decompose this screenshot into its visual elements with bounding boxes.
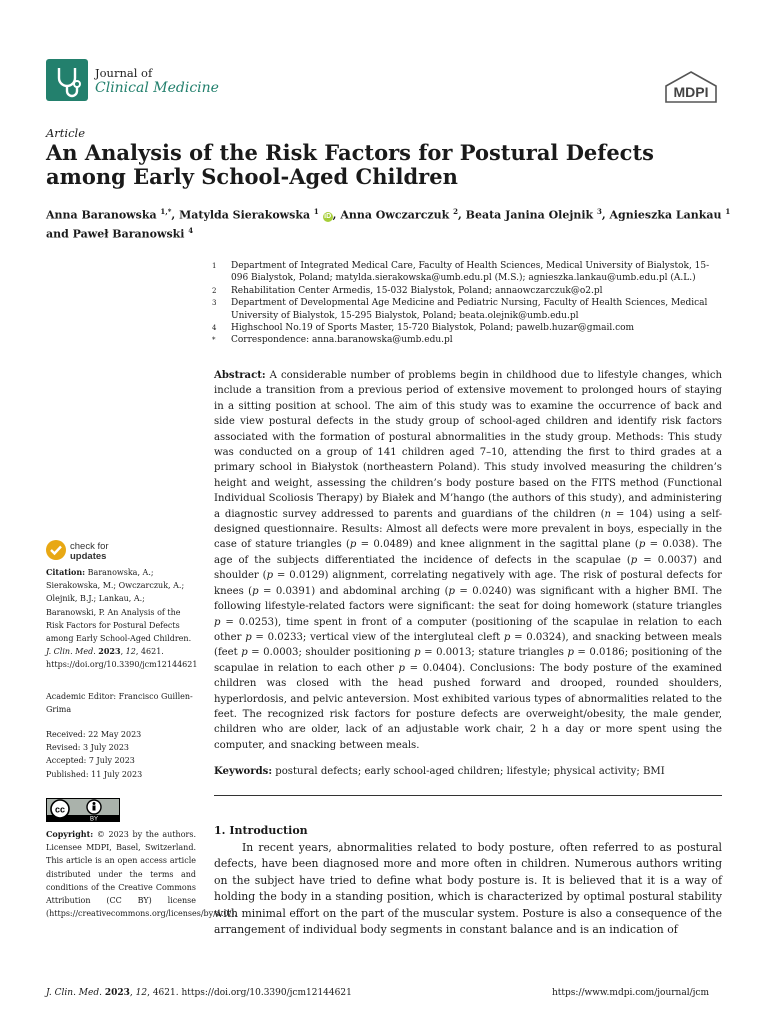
- stat-symbol: p: [638, 539, 646, 551]
- cc-by-license-logo[interactable]: [46, 798, 120, 822]
- stat-symbol: p: [503, 631, 511, 643]
- affiliation-text: Department of Developmental Age Medicine and Pediatric Nursing, Faculty of Health Sciences, Medical University of Bialystok, 15-295 Bialystok, Poland; beata.olejnik@umb.edu.pl: [231, 298, 708, 321]
- stat-symbol: p: [448, 585, 455, 597]
- author-affiliation-mark: 1,*: [160, 207, 172, 216]
- stat-symbol: p: [567, 647, 574, 659]
- affiliation-item: [212, 322, 726, 334]
- stat-symbol: p: [252, 585, 259, 597]
- date-published: Published: 11 July 2023: [46, 769, 143, 779]
- stat-symbol: p: [214, 616, 221, 628]
- abstract-label: Abstract:: [214, 370, 266, 381]
- mdpi-logo-text: MDPI: [673, 84, 709, 100]
- affiliation-mark: 3: [212, 299, 217, 308]
- stat-symbol: p: [414, 647, 421, 659]
- author-affiliation-mark: 1: [725, 207, 731, 216]
- stat-symbol: p: [266, 570, 274, 582]
- journal-name-line1: Journal of: [95, 66, 153, 80]
- affiliation-mark: 2: [212, 286, 217, 295]
- date-accepted: Accepted: 7 July 2023: [46, 756, 135, 766]
- abstract: [214, 368, 722, 753]
- affiliation-mark: 1: [212, 262, 217, 270]
- author-list: Anna Baranowska $^{1,*}$, Matylda Sierakowska $^1$ iD , Anna Owczarczuk $^2$, Beata Janina Olejnik $^3$, Agnieszka Lankau $^1$ and Paweł Baranowski $^4$: [46, 207, 731, 241]
- journal-name-line2: Clinical Medicine: [95, 80, 219, 96]
- svg-text:cc: cc: [54, 804, 66, 815]
- stat-symbol: p: [241, 647, 248, 659]
- affiliation-item: [212, 334, 726, 346]
- author-name: Beata Janina Olejnik: [465, 208, 597, 222]
- author-name: Anna Baranowska: [46, 208, 161, 222]
- orcid-icon[interactable]: iD: [324, 212, 332, 220]
- article-type: Article: [46, 126, 86, 140]
- affiliation-item: [212, 297, 726, 322]
- author-affiliation-mark: 3: [596, 207, 602, 216]
- stat-symbol: p: [398, 662, 405, 674]
- copyright-text: © 2023 by the authors. Licensee MDPI, Basel, Switzerland. This article is an open access article distributed under the terms and conditions of the Creative Commons Attribution (CC BY) license (https://creativecommons.org/licenses/by/4.0/).: [46, 830, 237, 919]
- author-joiner: and: [46, 227, 73, 241]
- stat-symbol: p: [349, 539, 357, 551]
- citation-label: Citation:: [46, 567, 86, 577]
- affiliation-text: Highschool No.19 of Sports Master, 15-720 Bialystok, Poland; pawelb.huzar@gmail.com: [231, 323, 635, 334]
- section-heading-introduction: 1. Introduction: [214, 824, 308, 837]
- stat-symbol: n: [604, 508, 612, 520]
- affiliation-mark: 4: [212, 324, 217, 333]
- affiliation-text: Correspondence: anna.baranowska@umb.edu.pl: [231, 335, 453, 346]
- stat-symbol: p: [630, 554, 638, 566]
- abstract-body: A considerable number of problems begin in childhood due to lifestyle changes, which include a transition from a previous period of extensive movement to prolonged hours of staying in a sitting position at school. The aim of this study was to examine the occurrence of back and side view postural defects in the study group of school-aged children and identify risk factors associated with the formation of postural abnormalities in the study group. Methods: This study was conducted on a group of 141 children aged 7–10, attending the first to third grades at a primary school in Białystok (northeastern Poland). This study involved measuring the children’s height and weight, assessing the children’s body posture based on the FITS method (Functional Individual Scoliosis Therapy) by Białek and M’hango (the authors of this study), and administering a diagnostic survey addressed to parents and guardians of the children (n = 104) using a self-designed questionnaire. Results: Almost all defects were more prevalent in boys, especially in the case of stature triangles (p = 0.0489) and knee alignment in the sagittal plane (p = 0.038). The age of the subjects differentiated the incidence of defects in the scapulae (p = 0.0037) and shoulder (p = 0.0129) alignment, correlating negatively with age. The risk of postural defects for knees (p = 0.0391) and abdominal arching (p = 0.0240) was significant with a higher BMI. The following lifestyle-related factors were significant: the seat for doing homework (stature triangles p = 0.0253), time spent in front of a computer (positioning of the scapulae in relation to each other p = 0.0233; vertical view of the intergluteal cleft p = 0.0324), and snacking between meals (feet p = 0.0003; shoulder positioning p = 0.0013; stature triangles p = 0.0186; positioning of the scapulae in relation to each other p = 0.0404). Conclusions: The body posture of the examined children was closed with the head pushed forward and drooped, rounded shoulders, hyperlordosis, and pelvic anteversion. Most exhibited various types of abnormalities related to the feet. The recognized risk factors for posture defects are overweight/obesity, the male gender, children who are older, lack of an adjustable work chair, 2 h a day or more spent using the computer, and snacking between meals.: [214, 370, 723, 751]
- article-title: An Analysis of the Risk Factors for Postural Defects among Early School-Aged Children: [46, 140, 654, 189]
- cc-by-text: BY: [89, 816, 99, 822]
- journal-logo: [46, 59, 88, 101]
- academic-editor: Academic Editor: Francisco Guillen-Grima: [46, 692, 193, 715]
- checkmark-icon: [46, 540, 66, 560]
- footer-journal-url[interactable]: https://www.mdpi.com/journal/jcm: [552, 988, 709, 998]
- author-name: Anna Owczarczuk: [340, 208, 454, 222]
- affiliation-text: Rehabilitation Center Armedis, 15-032 Bialystok, Poland; annaowczarczuk@o2.pl: [231, 285, 603, 296]
- date-received: Received: 22 May 2023: [46, 730, 142, 739]
- copyright-label: Copyright:: [46, 829, 94, 839]
- check-for-updates-badge[interactable]: [46, 540, 116, 562]
- date-revised: Revised: 3 July 2023: [46, 743, 130, 753]
- keywords-text: postural defects; early school-aged children; lifestyle; physical activity; BMI: [275, 766, 665, 777]
- keywords: [214, 765, 722, 779]
- author-affiliation-mark: 1: [313, 207, 319, 216]
- introduction-paragraph: In recent years, abnormalities related to body posture, often referred to as postural defects, have been diagnosed more and more often in children. Numerous authors writing on the subject have tried to define what body posture is. It is believed that it is a way of holding the body in a standing position, which is characterized by optimal postural stability with minimal effort on the part of the muscular system. Posture is also a consequence of the arrangement of individual body segments in constant balance and is an indication of: [214, 841, 722, 937]
- affiliation-text: Department of Integrated Medical Care, Faculty of Health Sciences, Medical University of Bialystok, 15-096 Bialystok, Poland; matylda.sierakowska@umb.edu.pl (M.S.); agnieszka.lankau@umb.edu.pl (A.L.): [231, 261, 710, 284]
- keywords-label: Keywords:: [214, 766, 273, 777]
- section-divider: [214, 795, 722, 796]
- author-name: Matylda Sierakowska: [179, 208, 314, 222]
- footer-citation: J. Clin. Med. 2023, 12, 4621. https://doi.org/10.3390/jcm12144621: [46, 988, 352, 998]
- affiliation-item: [212, 285, 726, 297]
- affiliation-mark: *: [212, 336, 216, 345]
- date-list: [46, 728, 196, 781]
- mdpi-logo: [664, 70, 718, 104]
- copyright-notice: [46, 828, 237, 920]
- author-name: Agnieszka Lankau: [609, 208, 726, 222]
- author-name: Paweł Baranowski: [72, 227, 189, 241]
- citation-block: [46, 566, 196, 672]
- check-for-label: check for: [70, 541, 109, 552]
- affiliation-list: [212, 260, 726, 347]
- stethoscope-icon: [46, 59, 88, 101]
- author-affiliation-mark: 2: [453, 207, 458, 216]
- updates-label: updates: [70, 551, 107, 562]
- stat-symbol: p: [245, 631, 252, 643]
- author-affiliation-mark: 4: [188, 225, 194, 235]
- citation-text: Baranowska, A.; Sierakowska, M.; Owczarczuk, A.; Olejnik, B.J.; Lankau, A.; Baranowski, P. An Analysis of the Risk Factors for Postural Defects among Early School-Aged Children. J. Clin. Med. 2023, 12, 4621. https://doi.org/10.3390/jcm12144621: [46, 568, 198, 670]
- affiliation-item: [212, 260, 726, 285]
